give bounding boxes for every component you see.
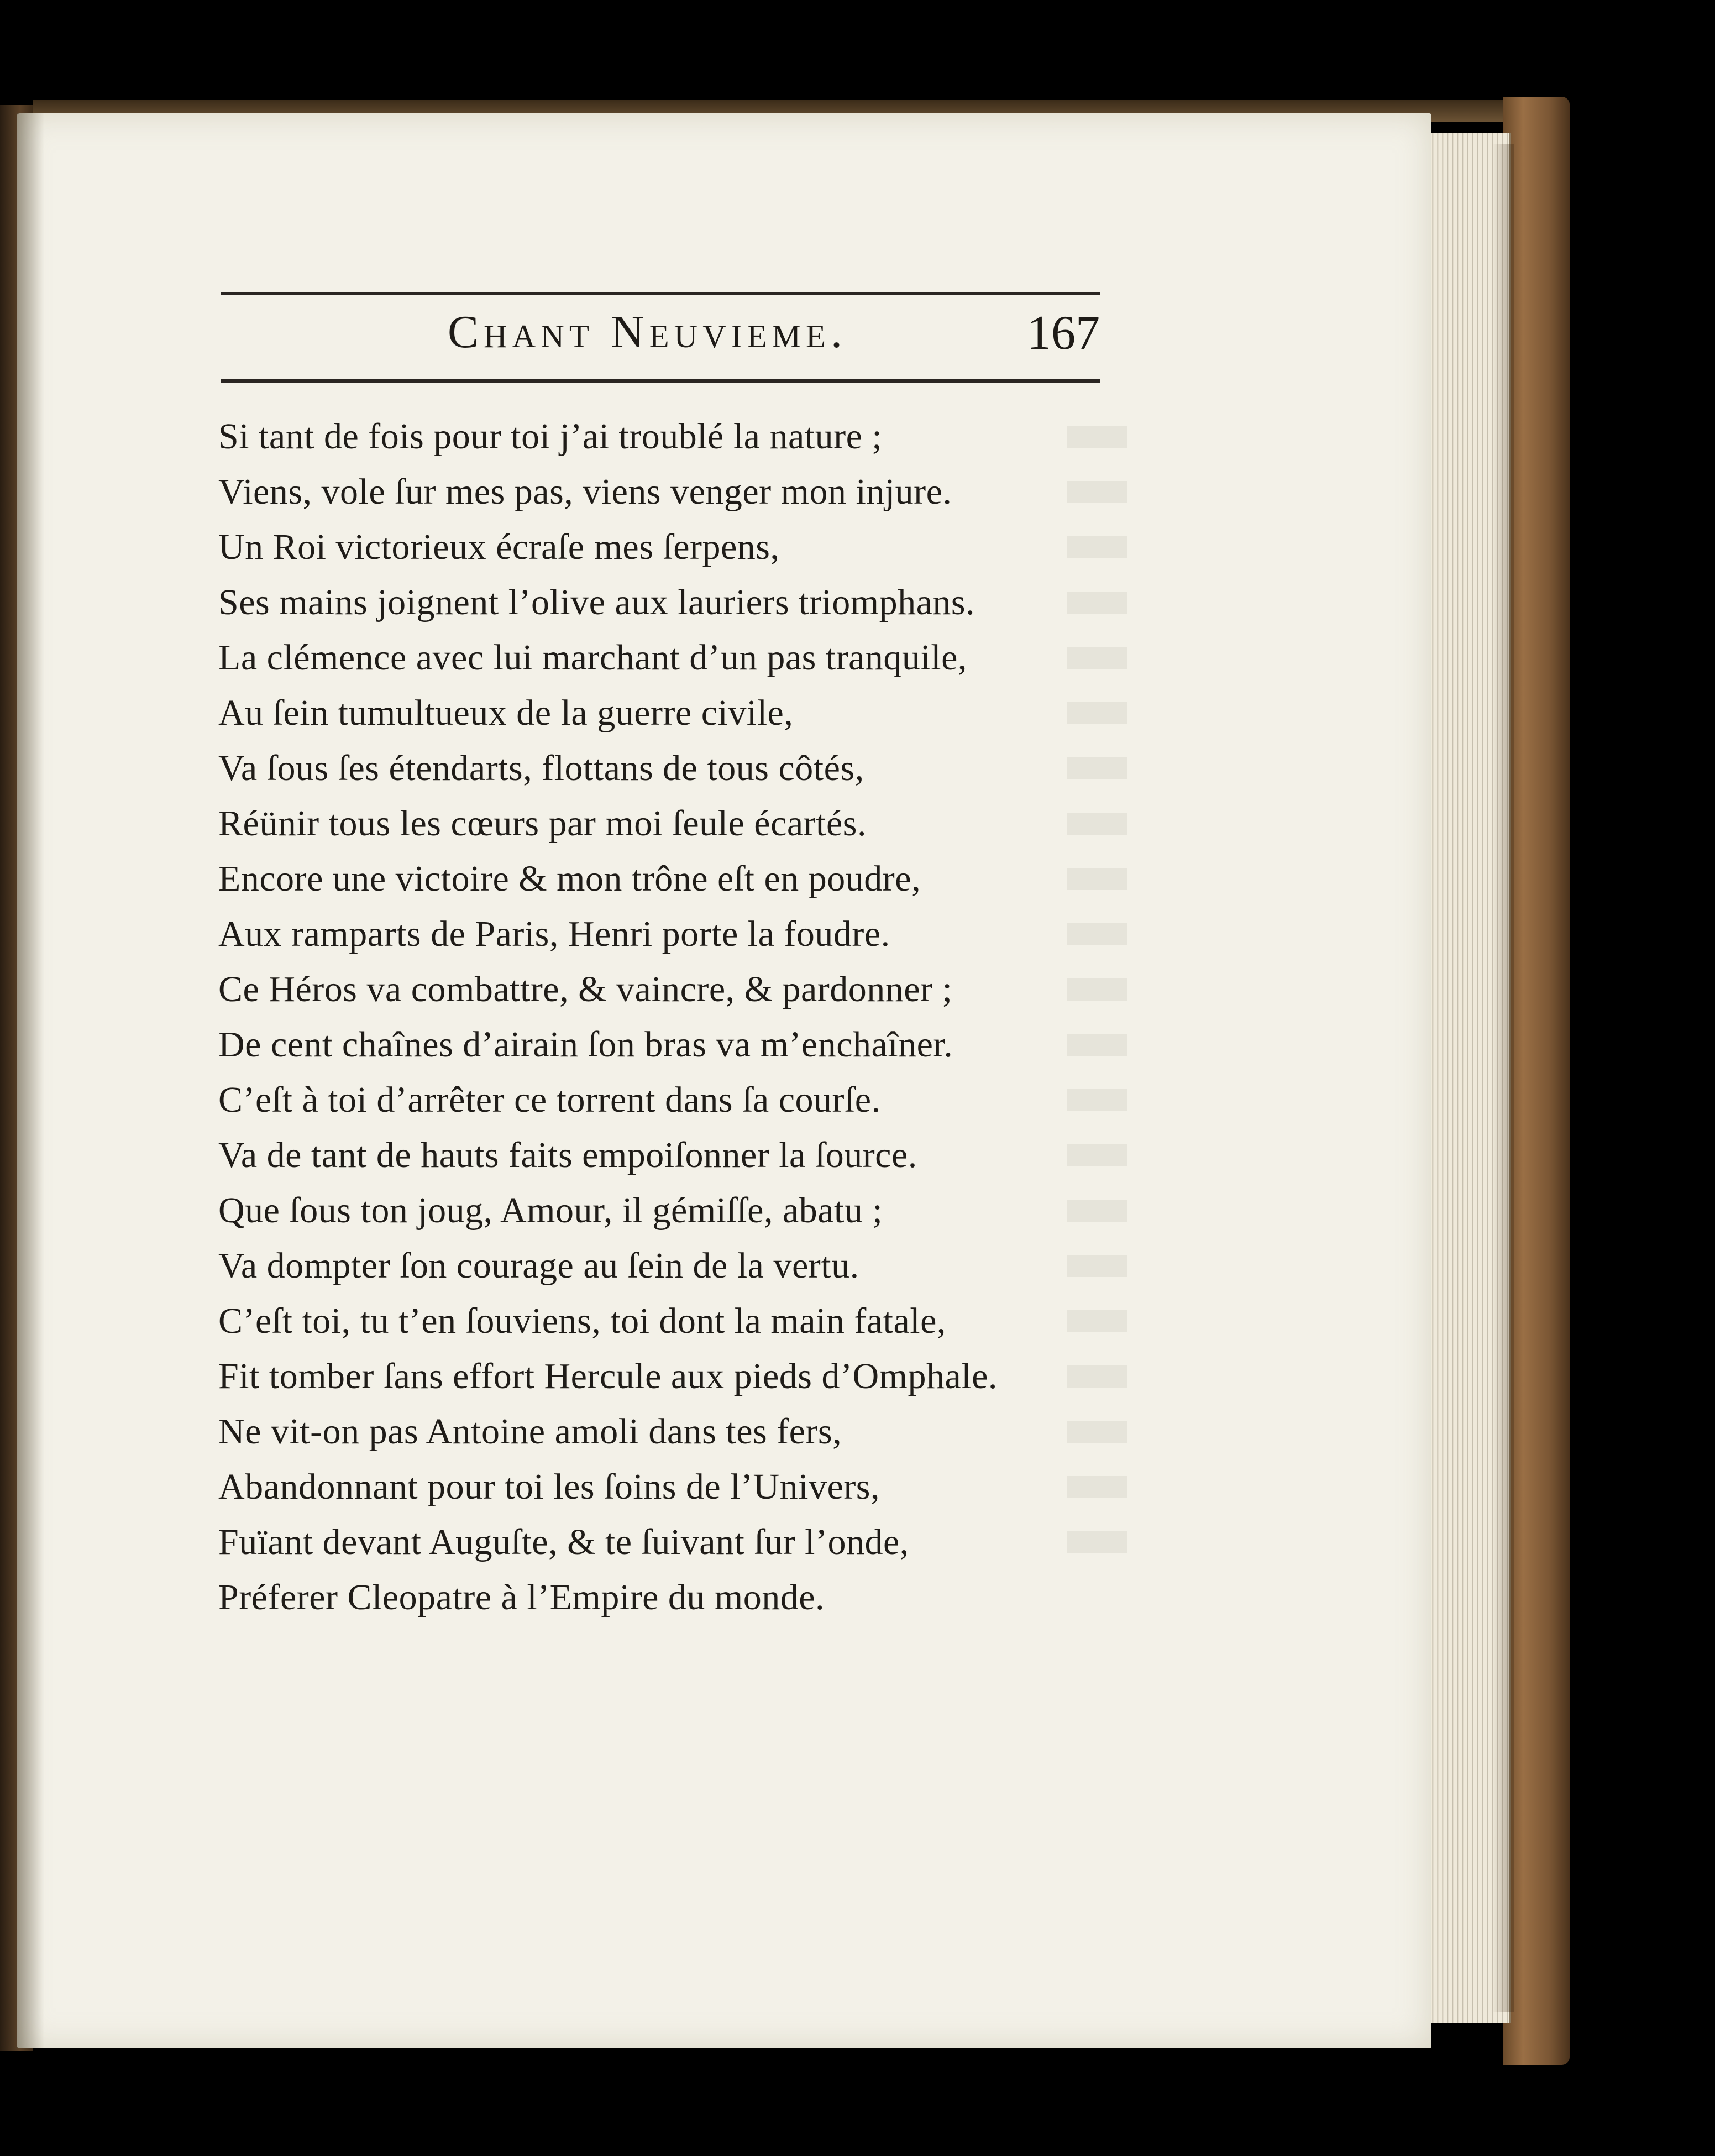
verse-line: Fit tomber ſans effort Hercule aux pieds d’Omphale. <box>218 1356 998 1396</box>
verse-line: Un Roi victorieux écraſe mes ſerpens, <box>218 527 780 567</box>
verse-line: Abandonnant pour toi les ſoins de l’Univers, <box>218 1467 880 1507</box>
header-rule-top <box>221 292 1100 295</box>
verse-line: Ce Héros va combattre, & vaincre, & pardonner ; <box>218 969 953 1009</box>
running-head <box>221 305 1100 371</box>
verse-line: Si tant de fois pour toi j’ai troublé la nature ; <box>218 416 883 457</box>
verse-line: Ne vit-on pas Antoine amoli dans tes fers, <box>218 1411 842 1452</box>
verse-line: De cent chaînes d’airain ſon bras va m’enchaîner. <box>218 1024 953 1065</box>
verse-line: C’eſt toi, tu t’en ſouviens, toi dont la main fatale, <box>218 1301 946 1341</box>
header-rule-bottom <box>221 379 1100 383</box>
page-gutter <box>17 113 44 2048</box>
verse-line: Préferer Cleopatre à l’Empire du monde. <box>218 1577 825 1618</box>
verse-line: Encore une victoire & mon trône eſt en poudre, <box>218 859 921 899</box>
page-edges-shadow <box>1492 144 1514 2012</box>
verse-line: C’eſt à toi d’arrêter ce torrent dans ſa courſe. <box>218 1080 881 1120</box>
verse-line: Viens, vole ſur mes pas, viens venger mon injure. <box>218 472 952 512</box>
page-number: 167 <box>1027 306 1100 360</box>
verse-line: Ses mains joignent l’olive aux lauriers triomphans. <box>218 582 975 622</box>
poem-text <box>218 409 1158 1625</box>
verse-line: Aux ramparts de Paris, Henri porte la foudre. <box>218 914 890 954</box>
verse-line: Va dompter ſon courage au ſein de la vertu. <box>218 1246 859 1286</box>
verse-line: Que ſous ton joug, Amour, il gémiſſe, abatu ; <box>218 1190 883 1231</box>
verse-line: Va ſous ſes étendarts, flottans de tous côtés, <box>218 748 864 788</box>
running-title: Chant Neuvieme. <box>448 306 847 358</box>
verse-line: Fuïant devant Auguſte, & te ſuivant ſur l’onde, <box>218 1522 909 1562</box>
verse-line: Au ſein tumultueux de la guerre civile, <box>218 693 794 733</box>
verse-line: Va de tant de hauts faits empoiſonner la ſource. <box>218 1135 917 1175</box>
verse-line: La clémence avec lui marchant d’un pas tranquile, <box>218 637 967 678</box>
verse-line: Réünir tous les cœurs par moi ſeule écartés. <box>218 803 867 844</box>
